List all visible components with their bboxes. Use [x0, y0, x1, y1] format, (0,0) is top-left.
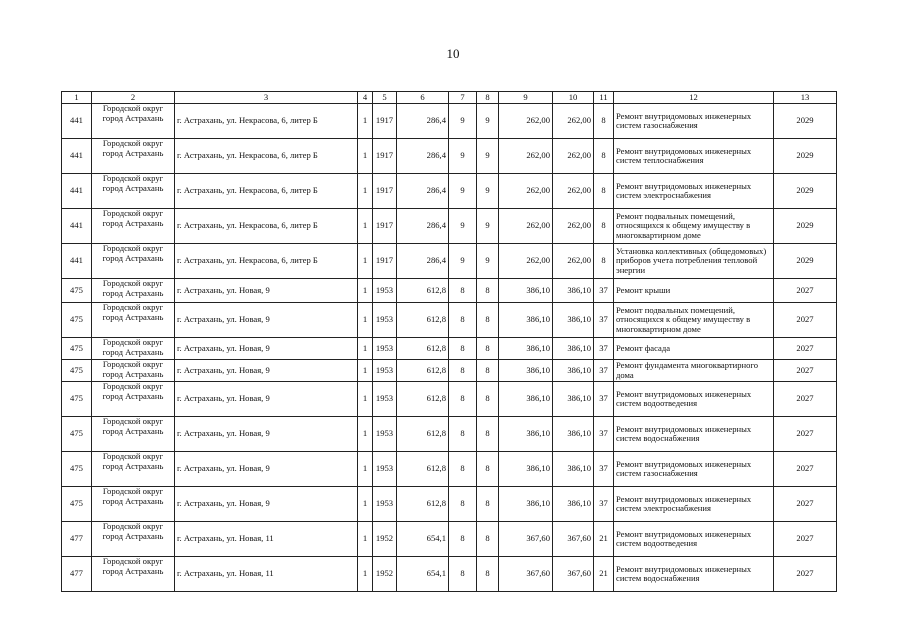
col9-cell: 386,10: [499, 382, 553, 417]
address-cell: г. Астрахань, ул. Новая, 11: [175, 522, 358, 557]
col7-cell: 8: [449, 487, 477, 522]
work-type-cell: Ремонт внутридомовых инженерных систем газоснабжения: [614, 104, 774, 139]
term-cell: 2029: [774, 244, 837, 279]
area-cell: 612,8: [397, 417, 449, 452]
col7-cell: 9: [449, 244, 477, 279]
table-row: [62, 279, 837, 303]
table-row: [62, 452, 837, 487]
year-cell: 1953: [373, 487, 397, 522]
address-cell: г. Астрахань, ул. Некрасова, 6, литер Б: [175, 139, 358, 174]
col11-cell: 37: [594, 452, 614, 487]
col4-cell: 1: [358, 382, 373, 417]
work-type-cell: Ремонт крыши: [614, 279, 774, 303]
col-header: 13: [774, 92, 837, 104]
col8-cell: 8: [477, 303, 499, 338]
row-number-cell: 475: [62, 452, 92, 487]
col4-cell: 1: [358, 522, 373, 557]
col8-cell: 8: [477, 382, 499, 417]
col-header: 2: [92, 92, 175, 104]
col11-cell: 37: [594, 382, 614, 417]
row-number-cell: 475: [62, 417, 92, 452]
col-header: 11: [594, 92, 614, 104]
area-cell: 286,4: [397, 104, 449, 139]
col9-cell: 262,00: [499, 244, 553, 279]
table-row: [62, 139, 837, 174]
col10-cell: 386,10: [553, 382, 594, 417]
col10-cell: 386,10: [553, 452, 594, 487]
col11-cell: 8: [594, 244, 614, 279]
row-number-cell: 475: [62, 338, 92, 360]
col4-cell: 1: [358, 338, 373, 360]
col8-cell: 9: [477, 209, 499, 244]
col-header: 8: [477, 92, 499, 104]
row-number-cell: 477: [62, 557, 92, 592]
address-cell: г. Астрахань, ул. Новая, 9: [175, 338, 358, 360]
col10-cell: 262,00: [553, 139, 594, 174]
municipality-cell: Городской округ город Астрахань: [92, 279, 175, 303]
col8-cell: 9: [477, 104, 499, 139]
year-cell: 1917: [373, 244, 397, 279]
row-number-cell: 441: [62, 209, 92, 244]
col9-cell: 386,10: [499, 279, 553, 303]
term-cell: 2027: [774, 557, 837, 592]
table-row: [62, 174, 837, 209]
col10-cell: 386,10: [553, 303, 594, 338]
col7-cell: 9: [449, 139, 477, 174]
municipality-cell: Городской округ город Астрахань: [92, 174, 175, 209]
col10-cell: 386,10: [553, 338, 594, 360]
col4-cell: 1: [358, 139, 373, 174]
address-cell: г. Астрахань, ул. Новая, 9: [175, 279, 358, 303]
row-number-cell: 477: [62, 522, 92, 557]
municipality-cell: Городской округ город Астрахань: [92, 303, 175, 338]
area-cell: 286,4: [397, 139, 449, 174]
term-cell: 2027: [774, 487, 837, 522]
year-cell: 1917: [373, 104, 397, 139]
term-cell: 2027: [774, 360, 837, 382]
work-type-cell: Ремонт внутридомовых инженерных систем электроснабжения: [614, 487, 774, 522]
col8-cell: 8: [477, 417, 499, 452]
municipality-cell: Городской округ город Астрахань: [92, 338, 175, 360]
term-cell: 2029: [774, 104, 837, 139]
year-cell: 1952: [373, 522, 397, 557]
col-header: 1: [62, 92, 92, 104]
year-cell: 1917: [373, 209, 397, 244]
area-cell: 612,8: [397, 303, 449, 338]
col8-cell: 9: [477, 139, 499, 174]
col7-cell: 8: [449, 522, 477, 557]
col4-cell: 1: [358, 417, 373, 452]
row-number-cell: 441: [62, 244, 92, 279]
capital-repair-table: [61, 91, 837, 592]
col9-cell: 367,60: [499, 557, 553, 592]
work-type-cell: Ремонт внутридомовых инженерных систем электроснабжения: [614, 174, 774, 209]
col-header: 12: [614, 92, 774, 104]
municipality-cell: Городской округ город Астрахань: [92, 104, 175, 139]
col10-cell: 262,00: [553, 209, 594, 244]
table-row: [62, 382, 837, 417]
table-row: [62, 557, 837, 592]
col4-cell: 1: [358, 303, 373, 338]
area-cell: 654,1: [397, 557, 449, 592]
col11-cell: 8: [594, 139, 614, 174]
col8-cell: 8: [477, 487, 499, 522]
work-type-cell: Ремонт внутридомовых инженерных систем водоснабжения: [614, 557, 774, 592]
address-cell: г. Астрахань, ул. Новая, 9: [175, 417, 358, 452]
col10-cell: 367,60: [553, 557, 594, 592]
header-row: [62, 92, 837, 104]
col11-cell: 37: [594, 279, 614, 303]
col4-cell: 1: [358, 244, 373, 279]
address-cell: г. Астрахань, ул. Некрасова, 6, литер Б: [175, 209, 358, 244]
table-row: [62, 104, 837, 139]
municipality-cell: Городской округ город Астрахань: [92, 417, 175, 452]
col8-cell: 9: [477, 244, 499, 279]
col11-cell: 21: [594, 522, 614, 557]
col8-cell: 8: [477, 338, 499, 360]
work-type-cell: Ремонт внутридомовых инженерных систем водоотведения: [614, 522, 774, 557]
col4-cell: 1: [358, 209, 373, 244]
col11-cell: 8: [594, 209, 614, 244]
year-cell: 1953: [373, 279, 397, 303]
table-row: [62, 244, 837, 279]
area-cell: 286,4: [397, 174, 449, 209]
col7-cell: 9: [449, 174, 477, 209]
col8-cell: 8: [477, 452, 499, 487]
row-number-cell: 475: [62, 382, 92, 417]
col8-cell: 9: [477, 174, 499, 209]
col7-cell: 8: [449, 338, 477, 360]
work-type-cell: Ремонт фасада: [614, 338, 774, 360]
row-number-cell: 475: [62, 303, 92, 338]
area-cell: 612,8: [397, 279, 449, 303]
col9-cell: 262,00: [499, 139, 553, 174]
col11-cell: 21: [594, 557, 614, 592]
term-cell: 2029: [774, 174, 837, 209]
address-cell: г. Астрахань, ул. Некрасова, 6, литер Б: [175, 174, 358, 209]
year-cell: 1953: [373, 360, 397, 382]
term-cell: 2027: [774, 382, 837, 417]
row-number-cell: 441: [62, 104, 92, 139]
col9-cell: 262,00: [499, 174, 553, 209]
municipality-cell: Городской округ город Астрахань: [92, 382, 175, 417]
address-cell: г. Астрахань, ул. Новая, 9: [175, 452, 358, 487]
table-row: [62, 417, 837, 452]
year-cell: 1917: [373, 139, 397, 174]
col10-cell: 262,00: [553, 244, 594, 279]
col10-cell: 262,00: [553, 174, 594, 209]
col7-cell: 8: [449, 360, 477, 382]
col7-cell: 8: [449, 382, 477, 417]
table-row: [62, 209, 837, 244]
col4-cell: 1: [358, 360, 373, 382]
year-cell: 1953: [373, 338, 397, 360]
col11-cell: 8: [594, 174, 614, 209]
col-header: 9: [499, 92, 553, 104]
col9-cell: 386,10: [499, 303, 553, 338]
col7-cell: 8: [449, 279, 477, 303]
term-cell: 2027: [774, 338, 837, 360]
col11-cell: 37: [594, 487, 614, 522]
address-cell: г. Астрахань, ул. Новая, 9: [175, 487, 358, 522]
col-header: 7: [449, 92, 477, 104]
col4-cell: 1: [358, 279, 373, 303]
col10-cell: 262,00: [553, 104, 594, 139]
work-type-cell: Ремонт фундамента многоквартирного дома: [614, 360, 774, 382]
area-cell: 286,4: [397, 244, 449, 279]
work-type-cell: Ремонт подвальных помещений, относящихся к общему имуществу в многоквартирном доме: [614, 209, 774, 244]
municipality-cell: Городской округ город Астрахань: [92, 452, 175, 487]
area-cell: 612,8: [397, 338, 449, 360]
col7-cell: 8: [449, 452, 477, 487]
col9-cell: 262,00: [499, 104, 553, 139]
row-number-cell: 475: [62, 487, 92, 522]
col8-cell: 8: [477, 279, 499, 303]
table-row: [62, 522, 837, 557]
col9-cell: 367,60: [499, 522, 553, 557]
address-cell: г. Астрахань, ул. Новая, 11: [175, 557, 358, 592]
col10-cell: 386,10: [553, 279, 594, 303]
table-row: [62, 487, 837, 522]
municipality-cell: Городской округ город Астрахань: [92, 487, 175, 522]
col7-cell: 8: [449, 417, 477, 452]
row-number-cell: 475: [62, 360, 92, 382]
municipality-cell: Городской округ город Астрахань: [92, 557, 175, 592]
work-type-cell: Ремонт внутридомовых инженерных систем водоснабжения: [614, 417, 774, 452]
table-row: [62, 360, 837, 382]
municipality-cell: Городской округ город Астрахань: [92, 139, 175, 174]
col11-cell: 37: [594, 417, 614, 452]
address-cell: г. Астрахань, ул. Новая, 9: [175, 382, 358, 417]
area-cell: 612,8: [397, 487, 449, 522]
col9-cell: 262,00: [499, 209, 553, 244]
table-row: [62, 338, 837, 360]
municipality-cell: Городской округ город Астрахань: [92, 360, 175, 382]
area-cell: 612,8: [397, 382, 449, 417]
col11-cell: 37: [594, 303, 614, 338]
col7-cell: 8: [449, 557, 477, 592]
col-header: 3: [175, 92, 358, 104]
area-cell: 612,8: [397, 360, 449, 382]
work-type-cell: Ремонт внутридомовых инженерных систем теплоснабжения: [614, 139, 774, 174]
col10-cell: 386,10: [553, 487, 594, 522]
year-cell: 1953: [373, 452, 397, 487]
col7-cell: 9: [449, 104, 477, 139]
col-header: 5: [373, 92, 397, 104]
col4-cell: 1: [358, 452, 373, 487]
year-cell: 1953: [373, 417, 397, 452]
row-number-cell: 441: [62, 174, 92, 209]
municipality-cell: Городской округ город Астрахань: [92, 244, 175, 279]
col-header: 6: [397, 92, 449, 104]
work-type-cell: Ремонт подвальных помещений, относящихся к общему имуществу в многоквартирном доме: [614, 303, 774, 338]
address-cell: г. Астрахань, ул. Некрасова, 6, литер Б: [175, 244, 358, 279]
col9-cell: 386,10: [499, 417, 553, 452]
col9-cell: 386,10: [499, 360, 553, 382]
address-cell: г. Астрахань, ул. Некрасова, 6, литер Б: [175, 104, 358, 139]
municipality-cell: Городской округ город Астрахань: [92, 522, 175, 557]
col8-cell: 8: [477, 360, 499, 382]
col8-cell: 8: [477, 557, 499, 592]
work-type-cell: Установка коллективных (общедомовых) приборов учета потребления тепловой энергии: [614, 244, 774, 279]
term-cell: 2027: [774, 279, 837, 303]
municipality-cell: Городской округ город Астрахань: [92, 209, 175, 244]
area-cell: 612,8: [397, 452, 449, 487]
row-number-cell: 475: [62, 279, 92, 303]
term-cell: 2027: [774, 522, 837, 557]
col4-cell: 1: [358, 557, 373, 592]
term-cell: 2027: [774, 303, 837, 338]
col4-cell: 1: [358, 487, 373, 522]
work-type-cell: Ремонт внутридомовых инженерных систем водоотведения: [614, 382, 774, 417]
term-cell: 2029: [774, 139, 837, 174]
col10-cell: 386,10: [553, 360, 594, 382]
term-cell: 2027: [774, 452, 837, 487]
col9-cell: 386,10: [499, 487, 553, 522]
col7-cell: 8: [449, 303, 477, 338]
page-number: 10: [446, 46, 460, 61]
col9-cell: 386,10: [499, 452, 553, 487]
table-row: [62, 303, 837, 338]
term-cell: 2027: [774, 417, 837, 452]
col4-cell: 1: [358, 174, 373, 209]
address-cell: г. Астрахань, ул. Новая, 9: [175, 360, 358, 382]
col-header: 4: [358, 92, 373, 104]
col7-cell: 9: [449, 209, 477, 244]
col10-cell: 367,60: [553, 522, 594, 557]
area-cell: 286,4: [397, 209, 449, 244]
work-type-cell: Ремонт внутридомовых инженерных систем газоснабжения: [614, 452, 774, 487]
col11-cell: 37: [594, 360, 614, 382]
col10-cell: 386,10: [553, 417, 594, 452]
year-cell: 1917: [373, 174, 397, 209]
col8-cell: 8: [477, 522, 499, 557]
term-cell: 2029: [774, 209, 837, 244]
year-cell: 1952: [373, 557, 397, 592]
col-header: 10: [553, 92, 594, 104]
area-cell: 654,1: [397, 522, 449, 557]
col11-cell: 8: [594, 104, 614, 139]
year-cell: 1953: [373, 303, 397, 338]
row-number-cell: 441: [62, 139, 92, 174]
year-cell: 1953: [373, 382, 397, 417]
col4-cell: 1: [358, 104, 373, 139]
address-cell: г. Астрахань, ул. Новая, 9: [175, 303, 358, 338]
col9-cell: 386,10: [499, 338, 553, 360]
col11-cell: 37: [594, 338, 614, 360]
